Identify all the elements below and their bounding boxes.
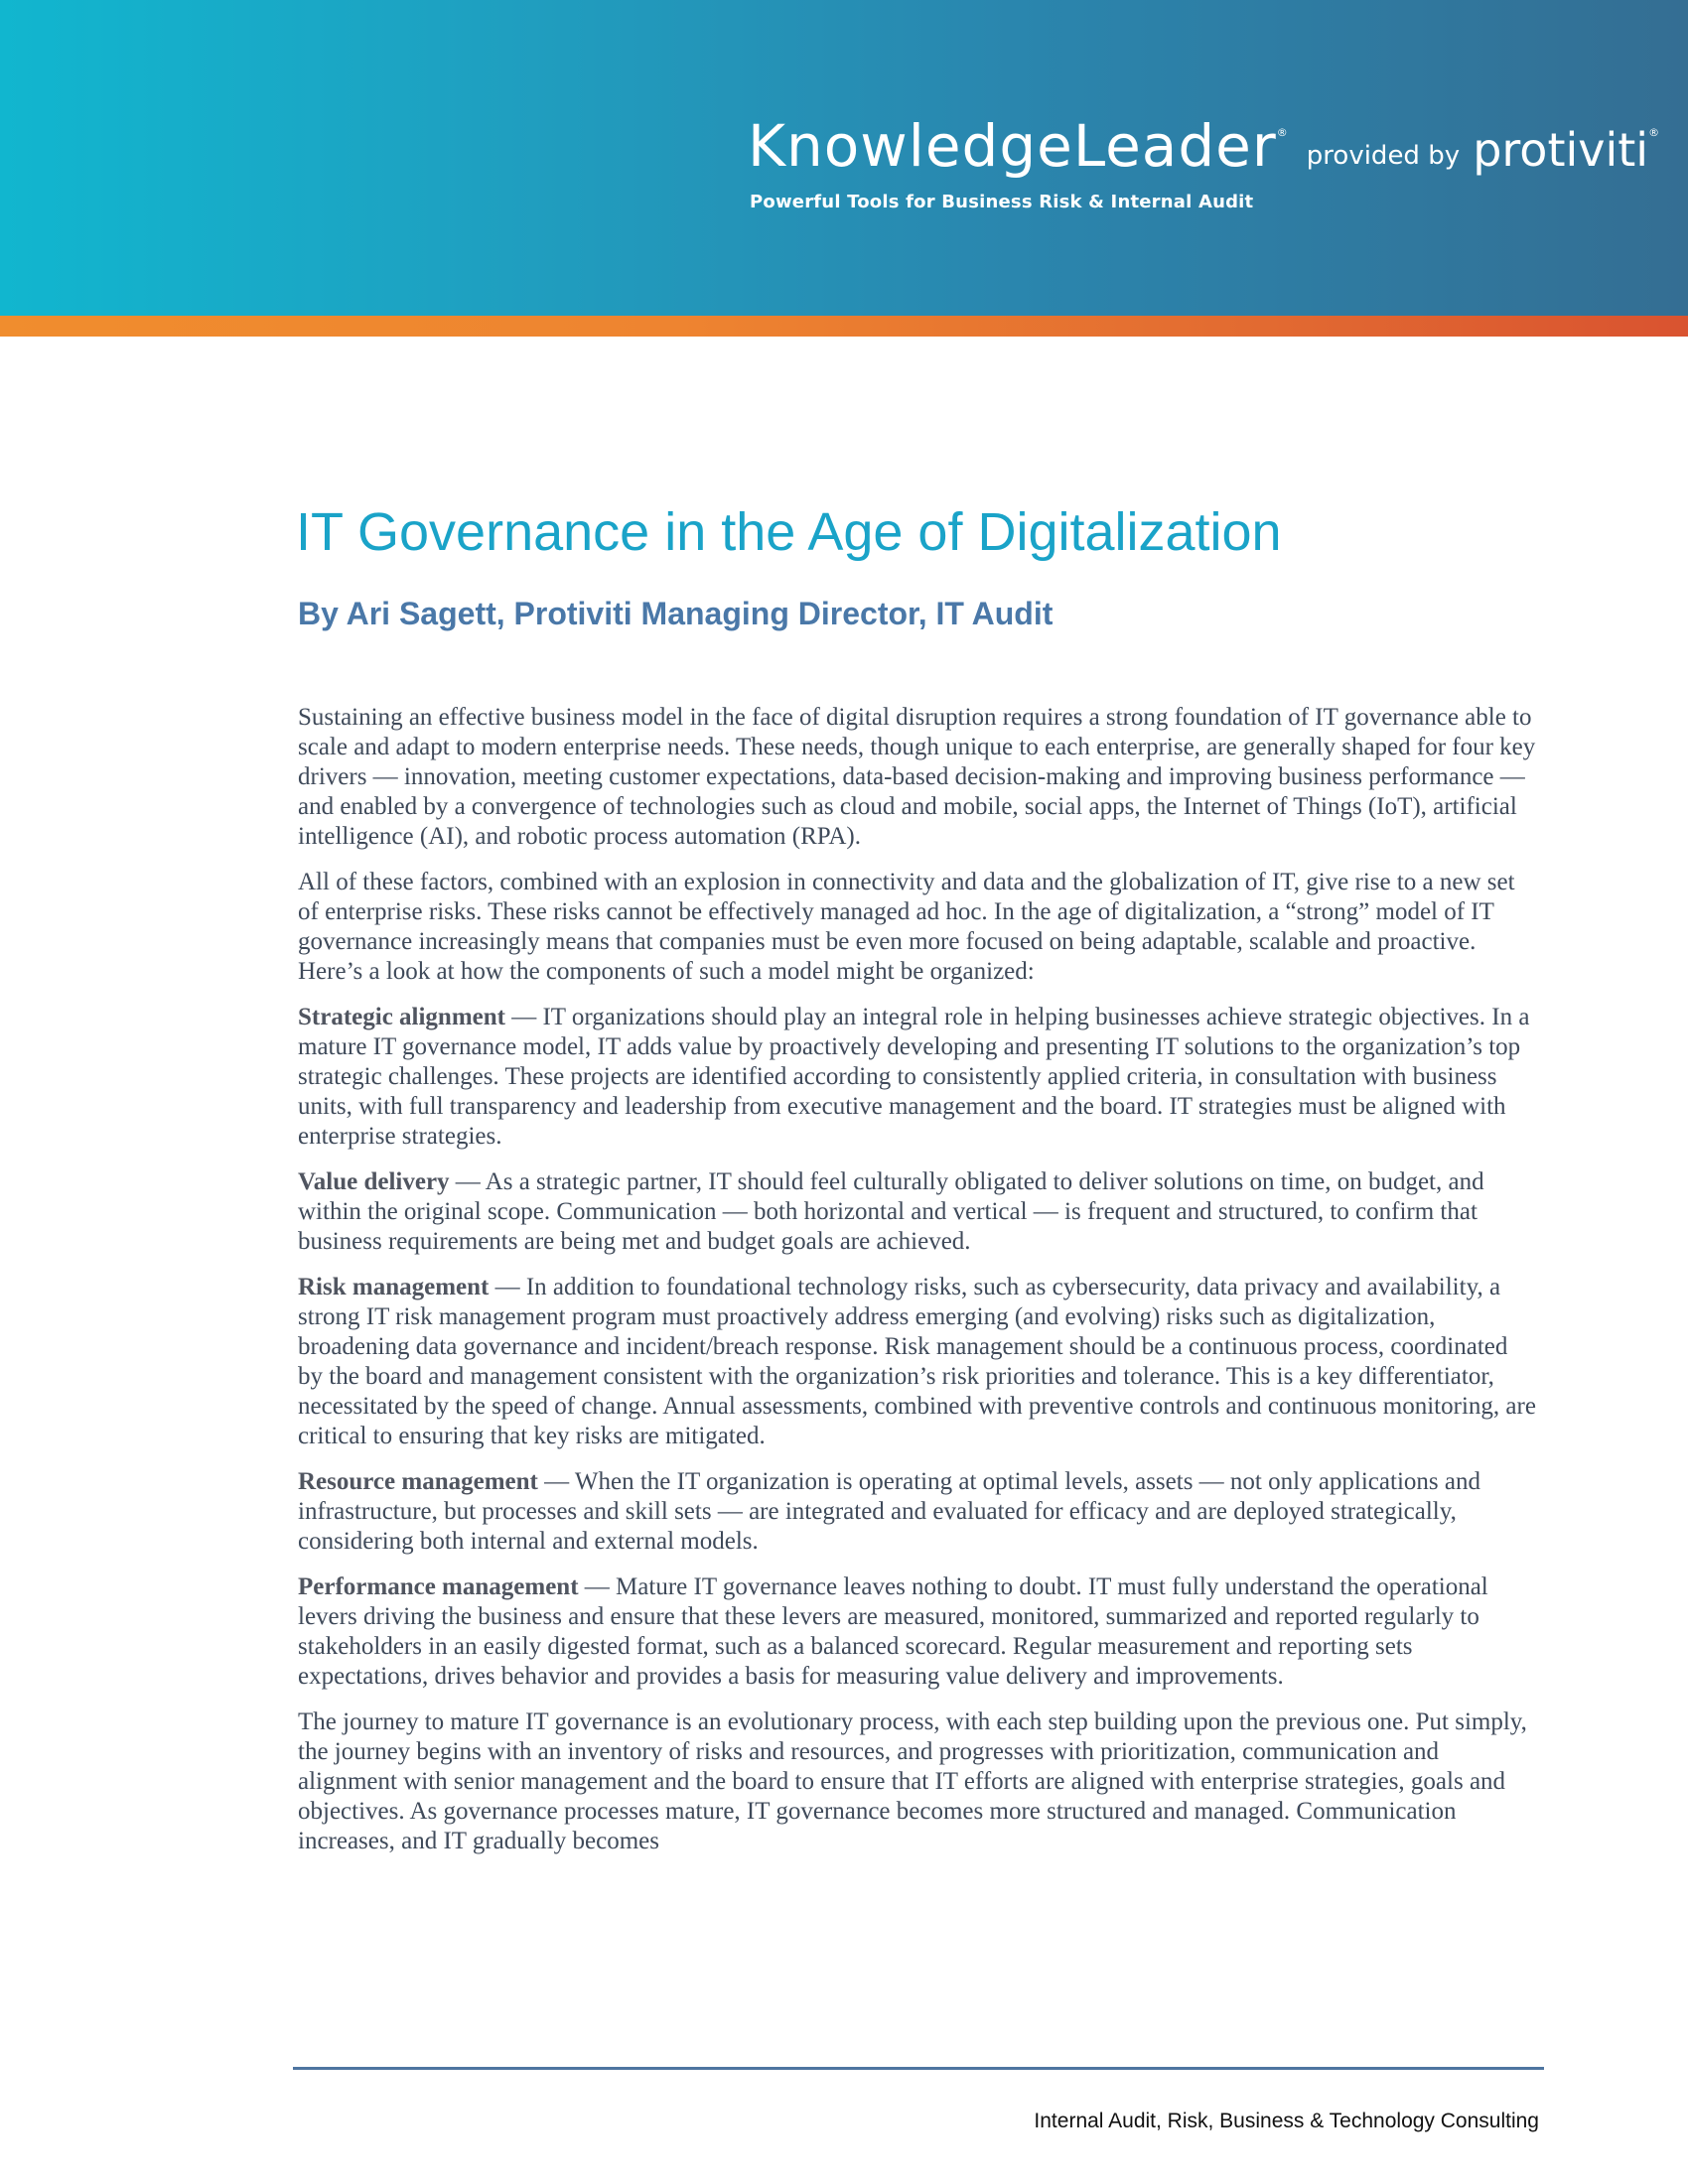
page-title: IT Governance in the Age of Digitalization	[296, 502, 1282, 562]
section-text: — When the IT organization is operating at optimal levels, assets — not only applications and infrastructure, but processes and skill sets — are integrated and evaluated for efficacy and are deployed strategically, considering both internal and external models.	[298, 1468, 1480, 1555]
header-accent-stripe	[0, 316, 1688, 337]
article-body	[298, 703, 1537, 1872]
section-risk-management	[298, 1273, 1537, 1451]
section-performance-management	[298, 1572, 1537, 1692]
brand-tagline: Powerful Tools for Business Risk & Internal Audit	[750, 192, 1254, 212]
section-text: — IT organizations should play an integral role in helping businesses achieve strategic objectives. In a mature IT governance model, IT adds value by proactively developing and presenting IT solutions to the organization’s top strategic challenges. These projects are identified according to consistently applied criteria, in consultation with business units, with full transparency and leadership from executive management and the board. IT strategies must be aligned with enterprise strategies.	[298, 1004, 1530, 1150]
section-heading: Performance management	[298, 1573, 579, 1600]
section-heading: Resource management	[298, 1468, 538, 1495]
section-heading: Strategic alignment	[298, 1004, 505, 1030]
section-heading: Risk management	[298, 1274, 490, 1300]
brand-logo	[748, 112, 1659, 180]
brand-name: KnowledgeLeader	[748, 112, 1277, 180]
section-strategic-alignment	[298, 1003, 1537, 1152]
section-heading: Value delivery	[298, 1168, 450, 1195]
footer-divider	[293, 2067, 1544, 2070]
brand-registered-mark: ®	[1276, 126, 1288, 139]
section-text: — Mature IT governance leaves nothing to doubt. IT must fully understand the operational levers driving the business and ensure that these levers are measured, monitored, summarized and reported regularly to stakeholders in an easily digested format, such as a balanced scorecard. Regular measurement and reporting sets expectations, drives behavior and provides a basis for measuring value delivery and improvements.	[298, 1573, 1488, 1690]
section-text: — In addition to foundational technology risks, such as cybersecurity, data privacy and availability, a strong IT risk management program must proactively address emerging (and evolving) risks such as digitalization, broadening data governance and incident/breach response. Risk management should be a continuous process, coordinated by the board and management consistent with the organization’s risk priorities and tolerance. This is a key differentiator, necessitated by the speed of change. Annual assessments, combined with preventive controls and continuous monitoring, are critical to ensuring that key risks are mitigated.	[298, 1274, 1536, 1449]
footer-text: Internal Audit, Risk, Business & Technology Consulting	[1034, 2110, 1539, 2132]
header-banner	[0, 0, 1688, 318]
partner-name: protiviti	[1473, 123, 1649, 177]
section-text: — As a strategic partner, IT should feel culturally obligated to deliver solutions on time, on budget, and within the original scope. Communication — both horizontal and vertical — is frequent and structured, to confirm that business requirements are being met and budget goals are achieved.	[298, 1168, 1484, 1255]
section-value-delivery	[298, 1167, 1537, 1257]
intro-paragraph: Sustaining an effective business model in the face of digital disruption requires a strong foundation of IT governance able to scale and adapt to modern enterprise needs. These needs, though unique to each enterprise, are generally shaped for four key drivers — innovation, meeting customer expectations, data-based decision-making and improving business performance — and enabled by a convergence of technologies such as cloud and mobile, social apps, the Internet of Things (IoT), artificial intelligence (AI), and robotic process automation (RPA).	[298, 704, 1536, 850]
intro-paragraph: All of these factors, combined with an explosion in connectivity and data and the globalization of IT, give rise to a new set of enterprise risks. These risks cannot be effectively managed ad hoc. In the age of digitalization, a “strong” model of IT governance increasingly means that companies must be even more focused on being adaptable, scalable and proactive. Here’s a look at how the components of such a model might be organized:	[298, 869, 1515, 985]
partner-registered-mark: ®	[1648, 126, 1660, 139]
section-resource-management	[298, 1467, 1537, 1557]
byline: By Ari Sagett, Protiviti Managing Director, IT Audit	[298, 596, 1054, 631]
provided-by-label: provided by	[1306, 141, 1461, 171]
closing-paragraph: The journey to mature IT governance is an evolutionary process, with each step building upon the previous one. Put simply, the journey begins with an inventory of risks and resources, and progresses with prioritization, communication and alignment with senior management and the board to ensure that IT efforts are aligned with enterprise strategies, goals and objectives. As governance processes mature, IT governance becomes more structured and managed. Communication increases, and IT gradually becomes	[298, 1708, 1527, 1854]
